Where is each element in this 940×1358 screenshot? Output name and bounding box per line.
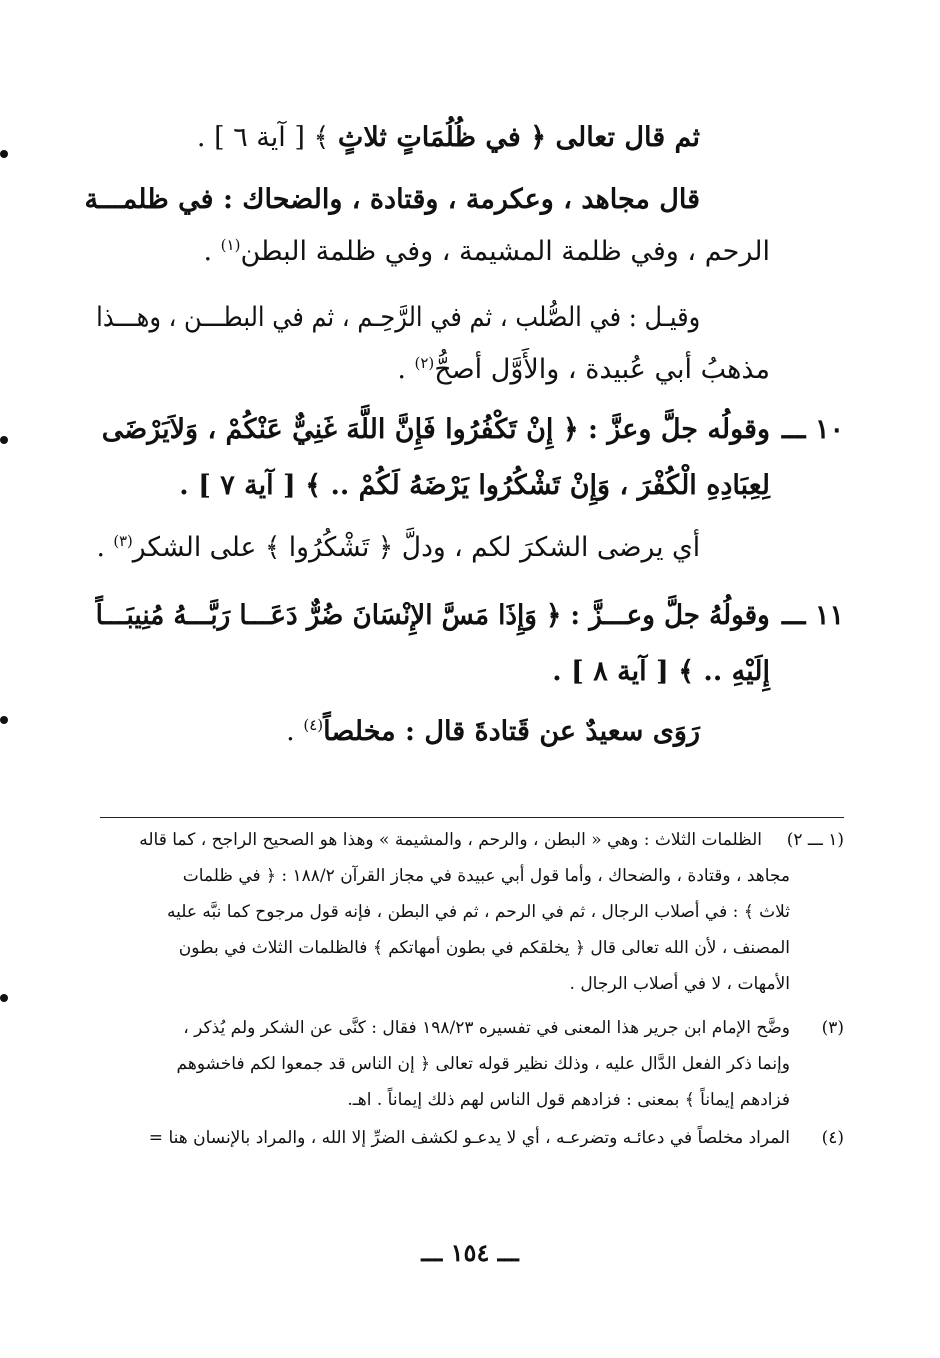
para-2-line-2 [397,354,770,386]
footnote-line: الأمهات ، لا في أصلاب الرجال . [569,974,790,994]
footnote-line: المراد مخلصاً في دعائـه وتضرعـه ، أي لا يدعـو لكشف الضرِّ إلا الله ، والمراد بالإنسان هنا = [148,1128,790,1148]
margin-dot [0,716,8,724]
item-11-line-2: إِلَيْهِ .. ﴾ [ آية ٨ ] . [552,656,770,687]
footnote-line: فزادهم إيماناً ﴾ بمعنى : فزادهم قول الناس لهم ذلك إيماناً . اهـ. [347,1090,790,1110]
page-number: ـــ ١٥٤ ـــ [421,1238,519,1267]
para-4-text: رَوَى سعيدٌ عن قَتادةَ قال : مخلصاً [323,716,700,747]
para-2-line-1: وقيـل : في الصُّلب ، ثم في الرَّحِـم ، ثم في البطـــن ، وهـــذا [95,302,700,333]
para-2-end: . [397,354,415,385]
para-4-line [286,716,700,748]
para-3-line [96,532,700,564]
footnote-marker: (١ ـــ ٢) [786,830,844,850]
para-1-line-1: قال مجاهد ، وعكرمة ، وقتادة ، والضحاك : في ظلمـــة [84,184,700,215]
footnote-ref: (١) [220,236,241,254]
item-10-line-1: وقولُه جلَّ وعزَّ : ﴿ إِنْ تَكْفُرُوا فَإِنَّ اللَّهَ غَنِيٌّ عَنْكُمْ ، وَلاَيَرْضَى [101,414,770,445]
footnote-line: مجاهد ، وقتادة ، والضحاك ، وأما قول أبي عبيدة في مجاز القرآن ١٨٨/٢ : ﴿ في ظلمات [182,866,790,886]
margin-dot [0,436,8,444]
footnote-marker: (٣) [821,1018,844,1038]
footnote-marker: (٤) [821,1128,844,1148]
quran-quote: في ظُلُمَاتٍ ثلاثٍ [337,122,521,153]
item-11-number: ١١ ـــ [781,600,844,631]
para-1-text: الرحم ، وفي ظلمة المشيمة ، وفي ظلمة البطن [240,236,770,267]
margin-dot [0,994,8,1002]
footnote-ref: (٢) [414,354,435,372]
para-3-end: . [96,532,114,563]
verse-6-intro: ثم قال تعالى ﴿ [520,122,700,153]
footnote-ref: (٤) [303,716,324,734]
footnote-line: وضَّح الإمام ابن جرير هذا المعنى في تفسيره ١٩٨/٢٣ فقال : كنَّى عن الشكر ولم يُذكر ، [183,1018,790,1038]
verse-6-ref: ﴾ [ آية ٦ ] . [196,122,338,153]
margin-dot [0,150,8,158]
footnote-line: وإنما ذكر الفعل الدَّال عليه ، وذلك نظير قوله تعالى ﴿ إن الناس قد جمعوا لكم فاخشوهم [176,1054,790,1074]
para-1-line-2 [204,236,771,268]
para-4-end: . [286,716,304,747]
footnote-line: الظلمات الثلاث : وهي « البطن ، والرحم ، والمشيمة » وهذا هو الصحيح الراجح ، كما قاله [139,830,762,850]
item-11-line-1: وقولُهُ جلَّ وعـــزَّ : ﴿ وَإِذَا مَسَّ الإِنْسَانَ ضُرٌّ دَعَـــا رَبَّـــهُ مُنِيبَـــاً [95,600,770,631]
footnote-separator [100,817,844,818]
verse-6-line [197,122,700,154]
para-2-text: مذهبُ أبي عُبيدة ، والأَوَّل أصحُّ [434,354,770,385]
item-10-line-2: لِعِبَادِهِ الْكُفْرَ ، وَإِنْ تَشْكُرُوا يَرْضَهُ لَكُمْ .. ﴾ [ آية ٧ ] . [179,470,770,501]
para-3-text: أي يرضى الشكرَ لكم ، ودلَّ ﴿ تَشْكُرُوا ﴾ على الشكر [132,532,700,563]
footnote-ref: (٣) [113,532,133,550]
para-1-end: . [203,236,221,267]
footnote-line: ثلاث ﴾ : في أصلاب الرجال ، ثم في الرحم ، ثم في البطن ، فإنه قول مرجوح كما نبَّه عليه [167,902,790,922]
footnote-line: المصنف ، لأن الله تعالى قال ﴿ يخلقكم في بطون أمهاتكم ﴾ فالظلمات الثلاث في بطون [178,938,790,958]
item-10-number: ١٠ ـــ [781,414,844,445]
